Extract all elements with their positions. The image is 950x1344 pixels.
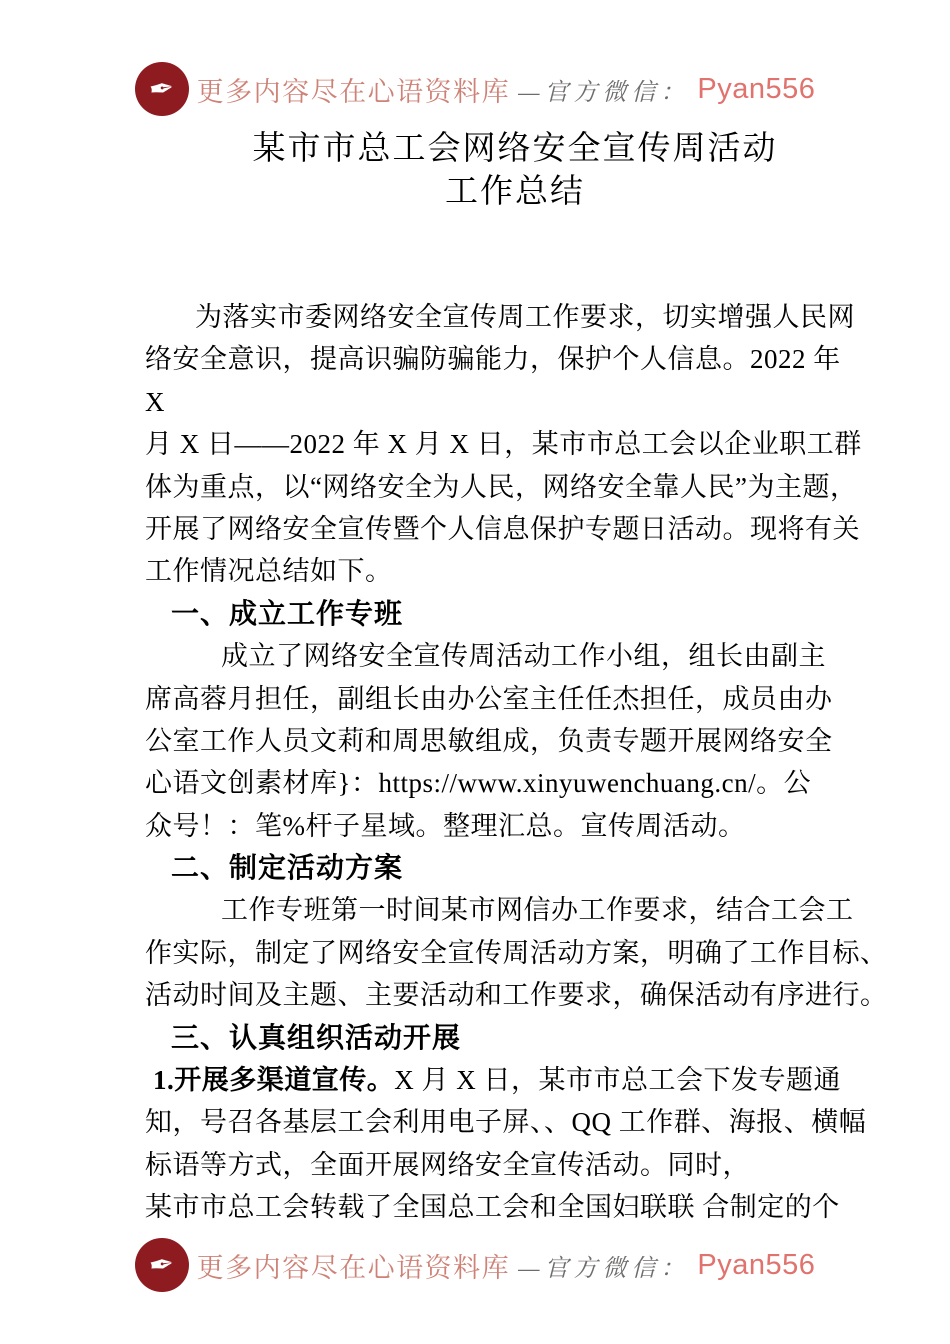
doc-line: 月 X 日——2022 年 X 月 X 日，某市市总工会以企业职工群 (145, 429, 862, 460)
sub-item-line (145, 1059, 841, 1101)
doc-line: 席高蓉月担任，副组长由办公室主任任杰担任，成员由办 (145, 683, 833, 714)
document-title-line1: 某市市总工会网络安全宣传周活动 (252, 131, 778, 167)
doc-line: 知，号召各基层工会利用电子屏、、QQ 工作群、海报、横幅 (145, 1107, 867, 1138)
doc-line-url: 心语文创素材库}：https://www.xinyuwenchuang.cn/。公 (145, 768, 812, 799)
sub-item-rest: X 月 X 日，某市市总工会下发专题通 (394, 1065, 841, 1096)
banner-brand-text: 更多内容尽在心语资料库 (196, 1252, 511, 1283)
pen-nib-icon (135, 62, 189, 116)
banner-wechat-id: Pyan556 (697, 1248, 816, 1281)
doc-line: X (145, 386, 165, 417)
doc-line: 体为重点，以“网络安全为人民，网络安全靠人民”为主题， (145, 471, 858, 502)
section-heading-1: 一、成立工作专班 (171, 597, 404, 629)
doc-line: 某市市总工会转载了全国总工会和全国妇联联 合制定的个 (145, 1192, 840, 1223)
document-title (175, 128, 855, 214)
doc-line: 工作专班第一时间某市网信办工作要求，结合工会工 (221, 895, 854, 926)
doc-line: 作实际，制定了网络安全宣传周活动方案，明确了工作目标、 (145, 937, 888, 968)
section-heading-2: 二、制定活动方案 (171, 852, 404, 884)
doc-line: 为落实市委网络安全宣传周工作要求，切实增强人民网 (195, 302, 855, 332)
banner-brand-text: 更多内容尽在心语资料库 (196, 76, 511, 107)
pen-nib-icon (135, 1238, 189, 1292)
doc-line: 众号！：笔%杆子星域。整理汇总。宣传周活动。 (145, 810, 746, 841)
document-body (145, 296, 888, 1229)
banner-wechat-label: —官方微信： (518, 1255, 690, 1282)
pen-nib-glyph: ✒ (146, 1245, 177, 1285)
doc-line: 络安全意识，提高识骗防骗能力，保护个人信息。2022 年 (145, 344, 841, 375)
section-heading-3: 三、认真组织活动开展 (171, 1021, 462, 1053)
sub-item-title: 1.开展多渠道宣传。 (153, 1065, 395, 1096)
doc-line: 开展了网络安全宣传暨个人信息保护专题日活动。现将有关 (145, 513, 860, 544)
doc-line: 工作情况总结如下。 (145, 556, 393, 587)
pen-nib-glyph: ✒ (146, 69, 177, 109)
doc-line: 公室工作人员文莉和周思敏组成，负责专题开展网络安全 (145, 725, 833, 756)
header-banner (0, 62, 950, 116)
doc-line: 成立了网络安全宣传周活动工作小组，组长由副主 (221, 641, 826, 672)
footer-banner (0, 1238, 950, 1292)
banner-wechat-label: —官方微信： (518, 79, 690, 106)
doc-line: 标语等方式，全面开展网络安全宣传活动。同时， (145, 1149, 750, 1180)
banner-wechat-id: Pyan556 (697, 72, 816, 105)
document-title-line2: 工作总结 (445, 174, 585, 210)
doc-line: 活动时间及主题、主要活动和工作要求，确保活动有序进行。 (145, 980, 888, 1011)
